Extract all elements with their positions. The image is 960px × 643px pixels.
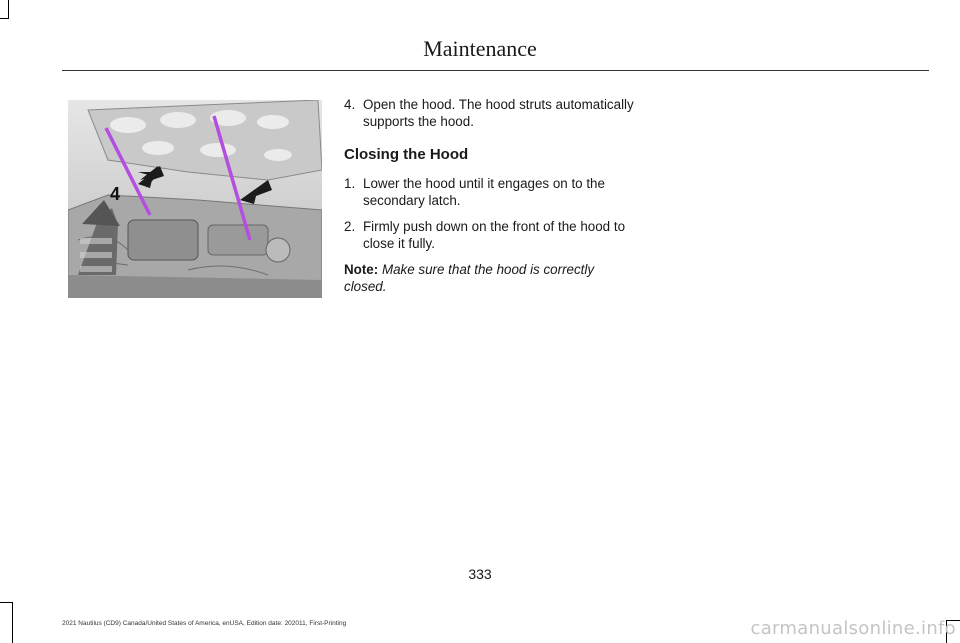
crop-mark-bottom-left-h — [0, 602, 13, 603]
engine-cover — [128, 220, 198, 260]
crop-mark-top-left-v — [8, 0, 9, 18]
crop-mark-top-left-h — [0, 18, 9, 19]
note-label: Note: — [344, 262, 379, 277]
watermark: carmanualsonline.info — [750, 618, 956, 639]
closing-step-1-text: Lower the hood until it engages on to the secondary latch. — [363, 176, 605, 208]
closing-step-1-number: 1. — [344, 176, 356, 191]
open-hood-illustration — [68, 100, 322, 298]
crop-mark-bottom-left-v — [12, 602, 13, 643]
step-4-text: Open the hood. The hood struts automatically supports the hood. — [363, 97, 634, 129]
header-divider — [62, 70, 929, 71]
closing-step-2-text: Firmly push down on the front of the hood to close it fully. — [363, 219, 626, 251]
closing-step-2-number: 2. — [344, 219, 356, 234]
page-header-title: Maintenance — [423, 36, 537, 61]
closing-step-1 — [344, 175, 634, 209]
closing-step-2 — [344, 218, 634, 252]
step-4 — [344, 96, 634, 130]
note — [344, 261, 634, 295]
note-text: Make sure that the hood is correctly closed. — [344, 262, 595, 294]
page-number: 333 — [468, 566, 492, 582]
section-heading-closing-the-hood: Closing the Hood — [344, 146, 469, 163]
callout-number: 4 — [110, 184, 121, 204]
step-4-number: 4. — [344, 97, 356, 112]
footer-edition-info: 2021 Nautilus (CD9) Canada/United States of America, enUSA, Edition date: 202011, First-Printing — [62, 620, 347, 627]
procedure-text — [344, 96, 634, 295]
